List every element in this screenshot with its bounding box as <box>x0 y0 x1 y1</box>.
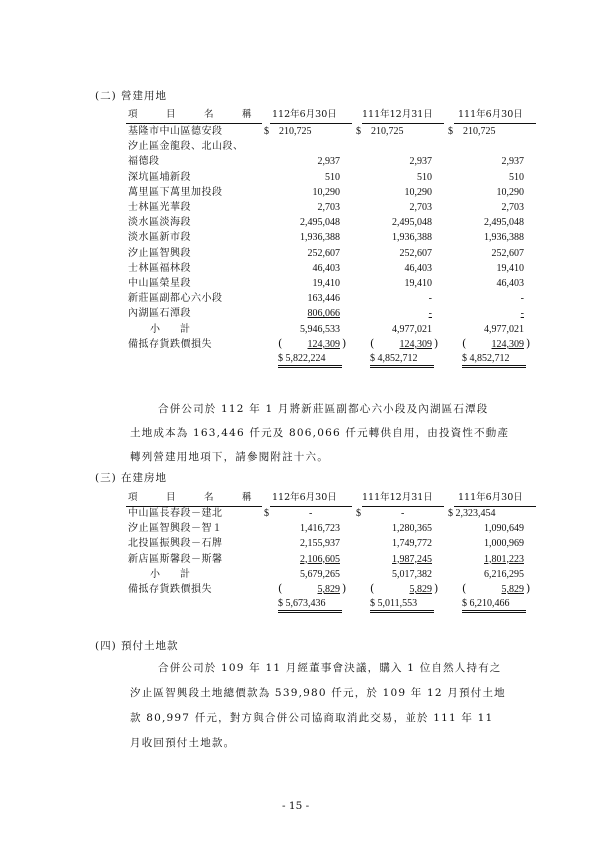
cell-value: - <box>520 308 524 320</box>
total-value: $ 6,210,466 <box>462 598 526 613</box>
allowance-value: 5,829 <box>409 584 432 595</box>
row-label: 汐止區智興段 <box>128 247 191 259</box>
row-label: 福德段 <box>128 156 160 168</box>
close-paren: ) <box>342 582 347 595</box>
table1-header-rule-c3 <box>454 123 536 124</box>
table1-header-rule-c1 <box>270 123 352 124</box>
row-label: 淡水區淡海段 <box>128 217 191 229</box>
cell-value: $ - <box>356 508 405 519</box>
table1-header-rule-item <box>126 123 262 124</box>
allowance-value: 5,829 <box>317 584 340 595</box>
close-paren: ) <box>342 336 347 350</box>
cell-value: 1,801,223 <box>484 553 524 565</box>
cell-value: 510 <box>325 171 340 183</box>
row-label: 萬里區下萬里加投段 <box>128 186 223 198</box>
total-value: $ 4,852,712 <box>462 353 526 368</box>
row-label: 士林區光華段 <box>128 202 191 213</box>
allowance-value: 124,309 <box>399 338 432 350</box>
open-paren: ( <box>370 336 375 350</box>
cell-value: 2,937 <box>409 156 432 168</box>
section-4-title: (四) 預付土地款 <box>95 640 179 652</box>
table1-header-c2: 111年12月31日 <box>362 109 433 120</box>
cell-value: 19,410 <box>312 278 340 289</box>
open-paren: ( <box>278 582 283 595</box>
table1-header-c3: 111年6月30日 <box>458 109 523 120</box>
cell-value: 2,703 <box>501 202 524 213</box>
cell-value: 10,290 <box>312 186 340 198</box>
para4-line-1: 合併公司於 109 年 11 月經董事會決議，購入 1 位自然人持有之 <box>158 662 502 674</box>
subtotal-value: 5,679,265 <box>300 568 340 580</box>
cell-value: $ - <box>264 508 313 519</box>
row-label: 汐止區金龍段、北山段、 <box>128 141 244 153</box>
cell-value: 46,403 <box>404 262 432 274</box>
subtotal-label: 小 計 <box>150 323 190 335</box>
para4-line-4: 月收回預付土地款。 <box>130 737 236 749</box>
subtotal-label: 小 計 <box>150 568 190 580</box>
cell-value: 806,066 <box>307 308 340 320</box>
cell-value: 2,495,048 <box>484 217 524 229</box>
cell-value: 510 <box>509 171 524 183</box>
cell-value: 1,090,649 <box>484 523 524 535</box>
open-paren: ( <box>462 582 467 595</box>
row-label: 中山區長春段－建北 <box>128 508 223 519</box>
row-label: 士林區福林段 <box>128 262 191 274</box>
subtotal-value: 5,017,382 <box>392 568 432 580</box>
row-label: 北投區振興段－石牌 <box>128 538 223 550</box>
cell-value: 10,290 <box>404 186 432 198</box>
cell-value: 1,936,388 <box>484 232 524 244</box>
cell-value: $ 2,323,454 <box>448 508 496 519</box>
row-label: 新莊區副都心六小段 <box>128 293 223 305</box>
cell-value: 1,936,388 <box>300 232 340 244</box>
cell-value: 2,937 <box>317 156 340 168</box>
cell-value: - <box>428 293 432 305</box>
table2-header-item: 項 目 名 稱 <box>128 492 252 503</box>
open-paren: ( <box>370 582 375 595</box>
row-label: 基隆市中山區德安段 <box>128 126 223 137</box>
close-paren: ) <box>526 336 531 350</box>
close-paren: ) <box>434 582 439 595</box>
para2-line-3: 轉列營建用地項下，請參閱附註十六。 <box>130 451 329 463</box>
cell-value: 19,410 <box>496 262 524 274</box>
row-label: 新店區斯馨段－斯馨 <box>128 553 223 565</box>
cell-value: 2,495,048 <box>392 217 432 229</box>
table2-header-c2: 111年12月31日 <box>362 492 433 503</box>
cell-value: 252,607 <box>399 247 432 259</box>
cell-value: 10,290 <box>496 186 524 198</box>
cell-value: 2,155,937 <box>300 538 340 550</box>
close-paren: ) <box>434 336 439 350</box>
table1-header-item: 項 目 名 稱 <box>128 109 252 120</box>
cell-value: 2,703 <box>409 202 432 213</box>
total-value: $ 4,852,712 <box>370 353 434 368</box>
close-paren: ) <box>526 582 531 595</box>
cell-value: 1,749,772 <box>392 538 432 550</box>
row-label: 淡水區新市段 <box>128 232 191 244</box>
cell-value: - <box>520 293 524 305</box>
allowance-label: 備抵存貨跌價損失 <box>128 338 212 350</box>
cell-value: 2,703 <box>317 202 340 213</box>
open-paren: ( <box>278 336 283 350</box>
subtotal-value: 4,977,021 <box>392 323 432 335</box>
subtotal-value: 6,216,295 <box>484 568 524 580</box>
allowance-value: 5,829 <box>501 584 524 595</box>
table1-header-rule-c2 <box>362 123 444 124</box>
cell-value: 46,403 <box>496 278 524 289</box>
cell-value: 163,446 <box>307 293 340 305</box>
row-label: 深坑區埔新段 <box>128 171 191 183</box>
open-paren: ( <box>462 336 467 350</box>
allowance-label: 備抵存貨跌價損失 <box>128 584 212 595</box>
total-value: $ 5,011,553 <box>370 598 434 613</box>
cell-value: $ 210,725 <box>448 126 496 137</box>
table1-header-c1: 112年6月30日 <box>272 109 337 120</box>
subtotal-value: 5,946,533 <box>300 323 340 335</box>
cell-value: $ 210,725 <box>264 126 312 137</box>
para4-line-3: 款 80,997 仟元，對方與合併公司協商取消此交易，並於 111 年 11 <box>130 712 494 724</box>
cell-value: 1,936,388 <box>392 232 432 244</box>
cell-value: 1,987,245 <box>392 553 432 565</box>
cell-value: 2,937 <box>501 156 524 168</box>
cell-value: 1,416,723 <box>300 523 340 535</box>
table2-header-c3: 111年6月30日 <box>458 492 523 503</box>
cell-value: 252,607 <box>307 247 340 259</box>
cell-value: 46,403 <box>312 262 340 274</box>
section-2-title: (二) 營建用地 <box>95 90 168 102</box>
total-value: $ 5,822,224 <box>278 353 342 368</box>
total-value: $ 5,673,436 <box>278 598 342 613</box>
row-label: 內湖區石潭段 <box>128 308 191 320</box>
section-3-title: (三) 在建房地 <box>95 472 168 484</box>
cell-value: 2,106,605 <box>300 553 340 565</box>
para4-line-2: 汐止區智興段土地總價款為 539,980 仟元，於 109 年 12 月預付土地 <box>130 687 506 699</box>
cell-value: 510 <box>417 171 432 183</box>
cell-value: 2,495,048 <box>300 217 340 229</box>
cell-value: 1,280,365 <box>392 523 432 535</box>
cell-value: 19,410 <box>404 278 432 289</box>
table2-header-c1: 112年6月30日 <box>272 492 337 503</box>
cell-value: 252,607 <box>491 247 524 259</box>
row-label: 中山區榮星段 <box>128 278 191 289</box>
subtotal-value: 4,977,021 <box>484 323 524 335</box>
allowance-value: 124,309 <box>307 338 340 350</box>
para2-line-1: 合併公司於 112 年 1 月將新莊區副都心六小段及內湖區石潭段 <box>158 403 489 415</box>
row-label: 汐止區智興段－智１ <box>128 523 223 535</box>
cell-value: $ 210,725 <box>356 126 404 137</box>
allowance-value: 124,309 <box>491 338 524 350</box>
page-number: - 15 - <box>282 800 310 812</box>
para2-line-2: 土地成本為 163,446 仟元及 806,066 仟元轉供自用，由投資性不動產 <box>130 427 510 439</box>
cell-value: - <box>428 308 432 320</box>
cell-value: 1,000,969 <box>484 538 524 550</box>
